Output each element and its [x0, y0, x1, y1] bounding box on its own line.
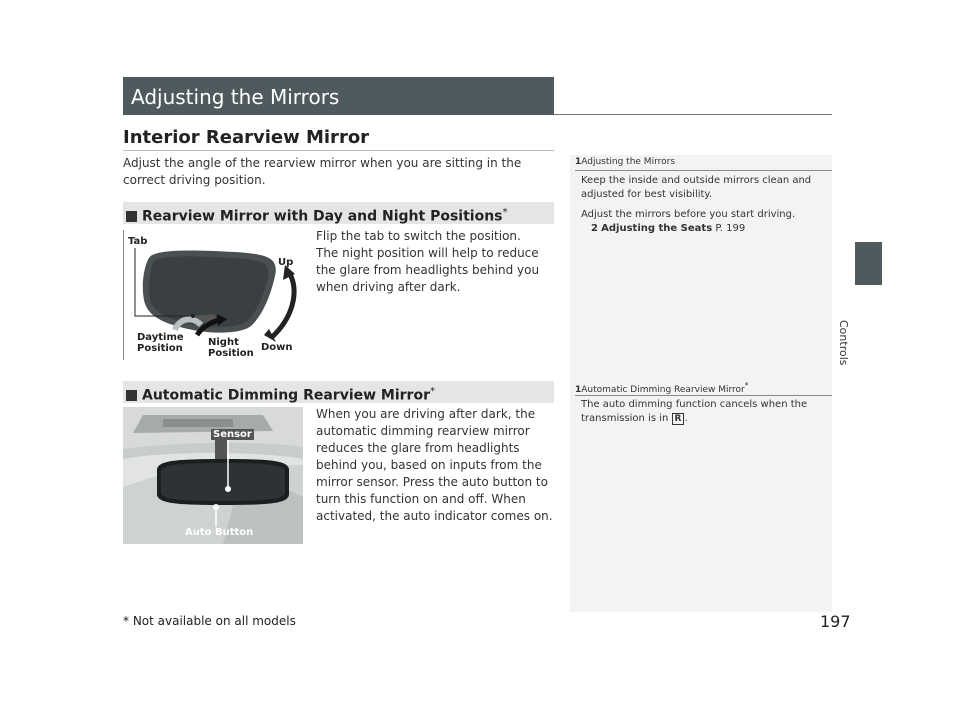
section-rule — [123, 150, 554, 151]
note-mirrors-text-1: Keep the inside and outside mirrors clean and adjusted for best visibility. — [581, 175, 812, 200]
auto-dim-heading-text: Automatic Dimming Rearview Mirror — [142, 387, 430, 404]
square-bullet-icon — [126, 211, 137, 222]
page-number: 197 — [820, 612, 851, 631]
header-rule — [554, 114, 832, 115]
auto-dim-heading — [123, 381, 554, 403]
day-night-text — [316, 228, 556, 296]
r-key-icon: R — [672, 413, 685, 425]
fig-label-tab: Tab — [128, 236, 148, 247]
note-number: 1 — [575, 385, 582, 395]
note-rule — [575, 170, 832, 171]
fig-label-daytime-1: Daytime — [137, 332, 184, 343]
chapter-side-label: Controls — [837, 320, 850, 366]
day-night-text-2: The night position will help to reduce the glare from headlights behind you when driving after dark. — [316, 246, 540, 294]
asterisk: * — [429, 386, 435, 397]
ref-link-text[interactable]: Adjusting the Seats — [601, 223, 713, 234]
page-title: Adjusting the Mirrors — [131, 85, 340, 109]
ref-page: P. 199 — [712, 223, 746, 234]
day-night-mirror-figure — [123, 230, 303, 360]
fig-label-daytime-2: Position — [137, 343, 183, 354]
section-intro: Adjust the angle of the rearview mirror when you are sitting in the correct driving position. — [123, 156, 522, 187]
chapter-side-tab[interactable] — [855, 242, 882, 285]
note-mirrors-text-2: Adjust the mirrors before you start driving. — [581, 209, 796, 220]
day-night-heading — [123, 202, 554, 224]
fig-label-up: Up — [278, 257, 294, 268]
note-auto-dim-title — [575, 381, 748, 395]
ref-arrow-icon: 2 — [591, 223, 598, 234]
fig-label-sensor: Sensor — [213, 429, 252, 440]
square-bullet-icon — [126, 390, 137, 401]
fig-label-auto-button: Auto Button — [185, 527, 254, 538]
footnote: * Not available on all models — [123, 614, 296, 628]
asterisk: * — [744, 381, 749, 390]
fig-label-daytime — [137, 332, 184, 354]
section-title: Interior Rearview Mirror — [123, 127, 370, 148]
note-mirrors-title — [575, 157, 675, 167]
fig-label-night-1: Night — [208, 337, 239, 348]
auto-dim-mirror-figure — [123, 407, 303, 544]
note-title-text: Automatic Dimming Rearview Mirror — [581, 385, 745, 395]
note-title-text: Adjusting the Mirrors — [581, 157, 676, 167]
note-auto-dim-body — [581, 398, 821, 426]
fig-label-down: Down — [261, 342, 293, 353]
asterisk: * — [502, 207, 508, 218]
note-rule — [575, 395, 832, 396]
note-mirrors-body — [581, 174, 821, 236]
fig-label-night — [208, 337, 254, 359]
note-mirrors-ref[interactable] — [581, 222, 821, 236]
day-night-text-1: Flip the tab to switch the position. — [316, 229, 521, 243]
fig-label-night-2: Position — [208, 348, 254, 359]
auto-dim-text: When you are driving after dark, the automatic dimming rearview mirror reduces the glare from headlights behind you, based on inputs from the mirror sensor. Press the auto button to turn this function on and off. When activated, the auto indicator comes on. — [316, 407, 553, 523]
period: . — [684, 413, 688, 424]
note-number: 1 — [575, 157, 582, 167]
note-auto-dim-text: The auto dimming function cancels when the transmission is in — [581, 399, 808, 424]
day-night-heading-text: Rearview Mirror with Day and Night Positions — [142, 208, 503, 225]
